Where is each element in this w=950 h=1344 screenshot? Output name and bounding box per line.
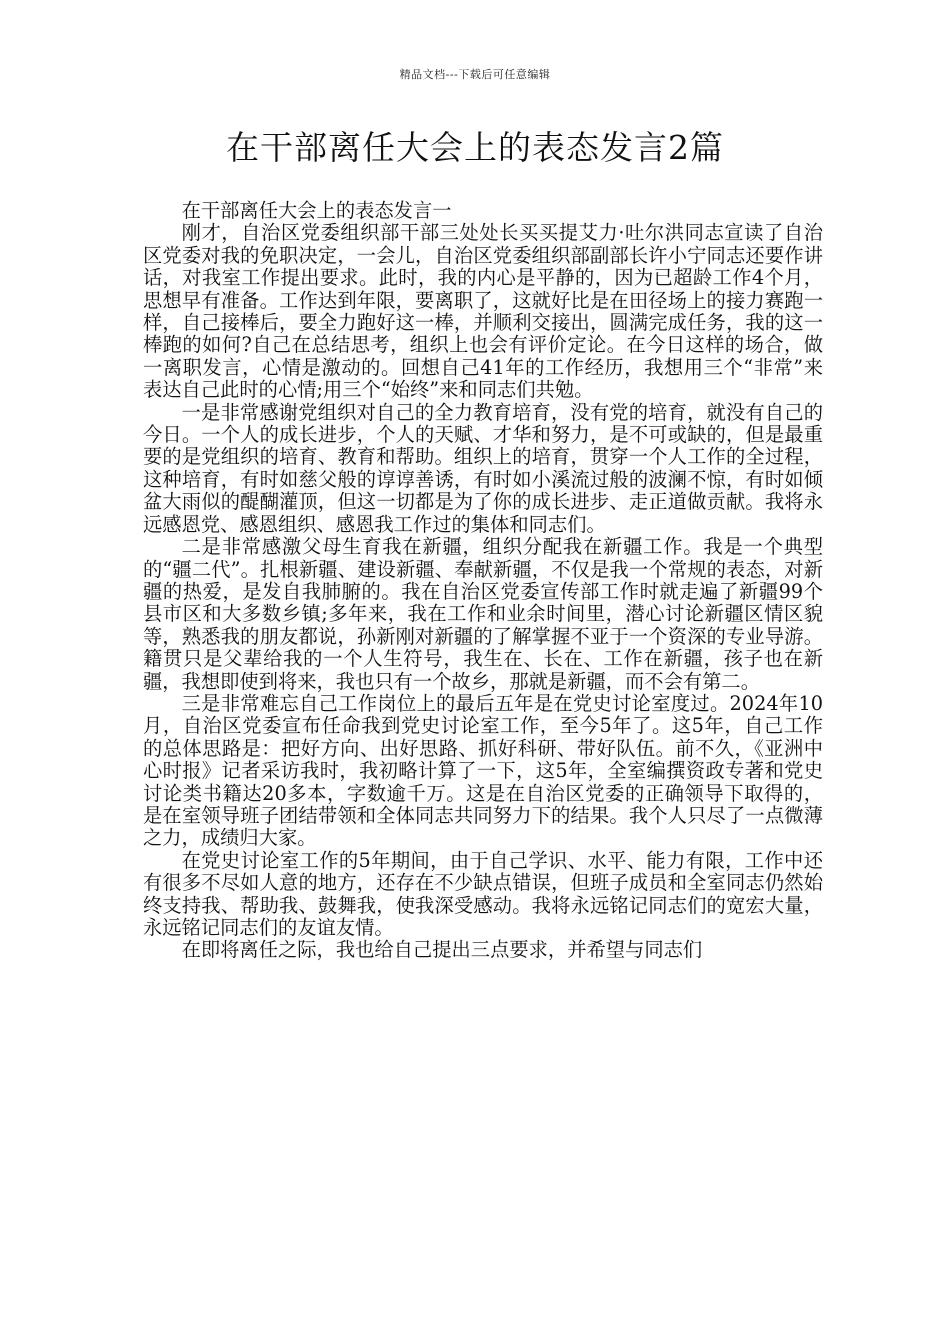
document-body (143, 200, 823, 962)
paragraph: 三是非常难忘自己工作岗位上的最后五年是在党史讨论室度过。2024年10月，自治区党委宣布任命我到党史讨论室工作，至今5年了。这5年，自己工作的总体思路是：把好方向、出好思路、抓好科研、带好队伍。前不久，《亚洲中心时报》记者采访我时，我初略计算了一下，这5年，全室编撰资政专著和党史讨论类书籍达20多本，字数逾千万。这是在自治区党委的正确领导下取得的，是在室领导班子团结带领和全体同志共同努力下的结果。我个人只尽了一点微薄之力，成绩归大家。 (143, 691, 823, 850)
paragraph: 刚才，自治区党委组织部干部三处处长买买提艾力·吐尔洪同志宣读了自治区党委对我的免职决定，一会儿，自治区党委组织部副部长许小宁同志还要作讲话，对我室工作提出要求。此时，我的内心是平静的，因为已超龄工作4个月，思想早有准备。工作达到年限，要离职了，这就好比是在田径场上的接力赛跑一样，自己接棒后，要全力跑好这一棒，并顺利交接出，圆满完成任务，我的这一棒跑的如何?自己在总结思考，组织上也会有评价定论。在今日这样的场合，做一离职发言，心情是激动的。回想自己41年的工作经历，我想用三个“非常”来表达自己此时的心情;用三个“始终”来和同志们共勉。 (143, 221, 823, 402)
paragraph: 在即将离任之际，我也给自己提出三点要求，并希望与同志们 (181, 938, 703, 962)
section-heading: 在干部离任大会上的表态发言一 (181, 199, 452, 222)
paragraph: 在党史讨论室工作的5年期间，由于自己学识、水平、能力有限，工作中还有很多不尽如人意的地方，还存在不少缺点错误，但班子成员和全室同志仍然始终支持我、帮助我、鼓舞我，使我深受感动。我将永远铭记同志们的宽宏大量，永远铭记同志们的友谊友情。 (143, 848, 823, 939)
header-note: 精品文档---下载后可任意编辑 (399, 68, 551, 81)
paragraph: 二是非常感激父母生育我在新疆，组织分配我在新疆工作。我是一个典型的“疆二代”。扎根新疆、建设新疆、奉献新疆，不仅是我一个常规的表态，对新疆的热爱，是发自我肺腑的。我在自治区党委宣传部工作时就走遍了新疆99个县市区和大多数乡镇;多年来，我在工作和业余时间里，潜心讨论新疆区情区貌等，熟悉我的朋友都说，孙新刚对新疆的了解掌握不亚于一个资深的专业导游。籍贯只是父辈给我的一个人生符号，我生在、长在、工作在新疆，孩子也在新疆，我想即使到将来，我也只有一个故乡，那就是新疆，而不会有第二。 (143, 535, 823, 693)
paragraph: 一是非常感谢党组织对自己的全力教育培育，没有党的培育，就没有自己的今日。一个人的成长进步，个人的天赋、才华和努力，是不可或缺的，但是最重要的是党组织的培育、教育和帮助。组织上的培育，贯穿一个人工作的全过程，这种培育，有时如慈父般的谆谆善诱，有时如小溪流过般的波澜不惊，有时如倾盆大雨似的醍醐灌顶，但这一切都是为了你的成长进步、走正道做贡献。我将永远感恩党、感恩组织、感恩我工作过的集体和同志们。 (143, 400, 823, 536)
document-title: 在干部离任大会上的表态发言2篇 (226, 128, 724, 167)
